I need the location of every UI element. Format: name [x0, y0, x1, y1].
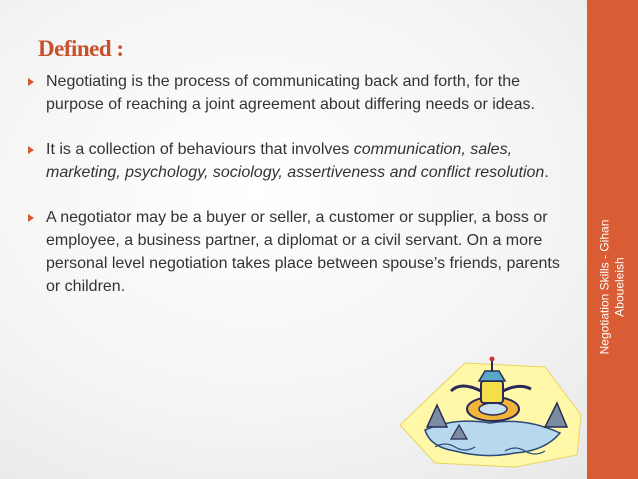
bullet-item	[26, 70, 566, 116]
bullet-text-italic: communication, sales, marketing, psychology, sociology, assertiveness and conflict resolution	[46, 141, 545, 181]
bullet-text: Negotiating is the process of communicating back and forth, for the purpose of reaching a joint agreement about differing needs or ideas.	[46, 73, 535, 113]
footer-text	[598, 220, 628, 355]
bullet-arrow-icon	[28, 146, 34, 154]
sidebar-band	[587, 0, 638, 479]
bullet-text: A negotiator may be a buyer or seller, a customer or supplier, a boss or employee, a business partner, a diplomat or a civil servant. On a more personal level negotiation takes place between spouse’s friends, parents or children.	[46, 209, 560, 295]
bullet-arrow-icon	[28, 214, 34, 222]
footer-line-1: Negotiation Skills - Gihan	[597, 219, 612, 355]
bullet-text-intro: It is a collection of behaviours that involves	[46, 141, 354, 158]
sidebar-footer	[587, 0, 638, 479]
bullet-arrow-icon	[28, 78, 34, 86]
slide-title: Defined :	[38, 36, 124, 61]
footer-line-2: Aboueleish	[612, 257, 627, 317]
bullet-item	[26, 138, 566, 184]
bullet-text-end: .	[544, 164, 549, 181]
bullet-item	[26, 206, 566, 298]
drowning-figure-clipart	[395, 355, 585, 473]
bullet-list	[26, 70, 566, 320]
